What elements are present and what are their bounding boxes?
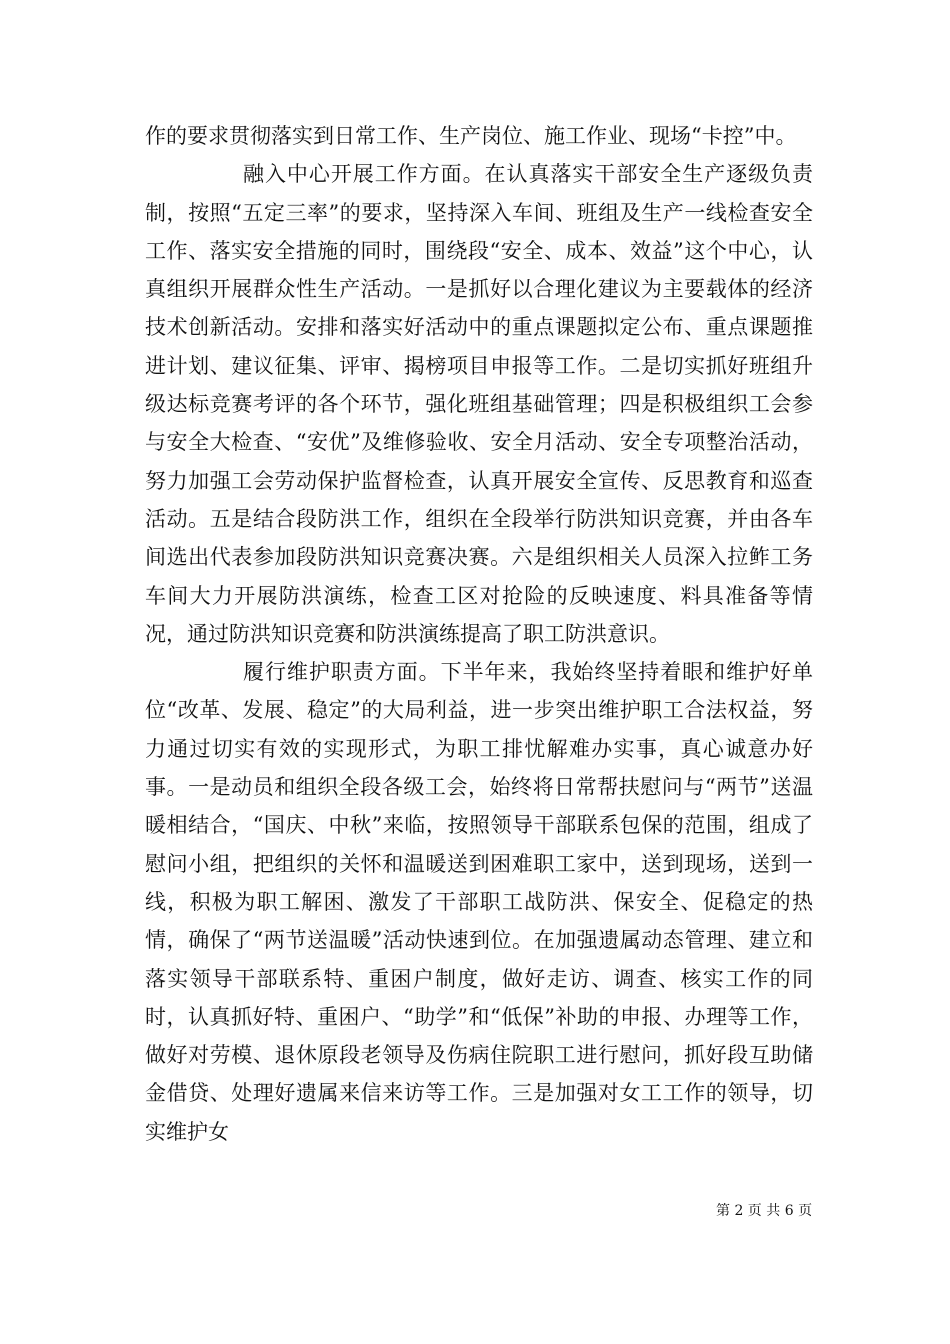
paragraph-continuation: 作的要求贯彻落实到日常工作、生产岗位、施工作业、现场“卡控”中。 (145, 124, 797, 148)
document-body (145, 117, 813, 1151)
page-number-footer: 第 2 页 共 6 页 (716, 1203, 813, 1219)
paragraph-central-work: 融入中心开展工作方面。在认真落实干部安全生产逐级负责制，按照“五定三率”的要求，坚持深入车间、班组及生产一线检查安全工作、落实安全措施的同时，围绕段“安全、成本、效益”这个中心，认真组织开展群众性生产活动。一是抓好以合理化建议为主要载体的经济技术创新活动。安排和落实好活动中的重点课题拟定公布、重点课题推进计划、建议征集、评审、揭榜项目申报等工作。二是切实抓好班组升级达标竞赛考评的各个环节，强化班组基础管理；四是积极组织工会参与安全大检查、“安优”及维修验收、安全月活动、安全专项整治活动，努力加强工会劳动保护监督检查，认真开展安全宣传、反思教育和巡查活动。五是结合段防洪工作，组织在全段举行防洪知识竞赛，并由各车间选出代表参加段防洪知识竞赛决赛。六是组织相关人员深入拉鲊工务车间大力开展防洪演练，检查工区对抢险的反映速度、料具准备等情况，通过防洪知识竞赛和防洪演练提高了职工防洪意识。 (145, 162, 813, 646)
paragraph-maintenance-duty: 履行维护职责方面。下半年来，我始终坚持着眼和维护好单位“改革、发展、稳定”的大局利益，进一步突出维护职工合法权益，努力通过切实有效的实现形式，为职工排忧解难办实事，真心诚意办好事。一是动员和组织全段各级工会，始终将日常帮扶慰问与“两节”送温暖相结合，“国庆、中秋”来临，按照领导干部联系包保的范围，组成了慰问小组，把组织的关怀和温暖送到困难职工家中，送到现场，送到一线，积极为职工解困、激发了干部职工战防洪、保安全、促稳定的热情，确保了“两节送温暖”活动快速到位。在加强遗属动态管理、建立和落实领导干部联系特、重困户制度，做好走访、调查、核实工作的同时，认真抓好特、重困户、“助学”和“低保”补助的申报、办理等工作，做好对劳模、退休原段老领导及伤病住院职工进行慰问，抓好段互助储金借贷、处理好遗属来信来访等工作。三是加强对女工工作的领导，切实维护女 (145, 660, 813, 1144)
